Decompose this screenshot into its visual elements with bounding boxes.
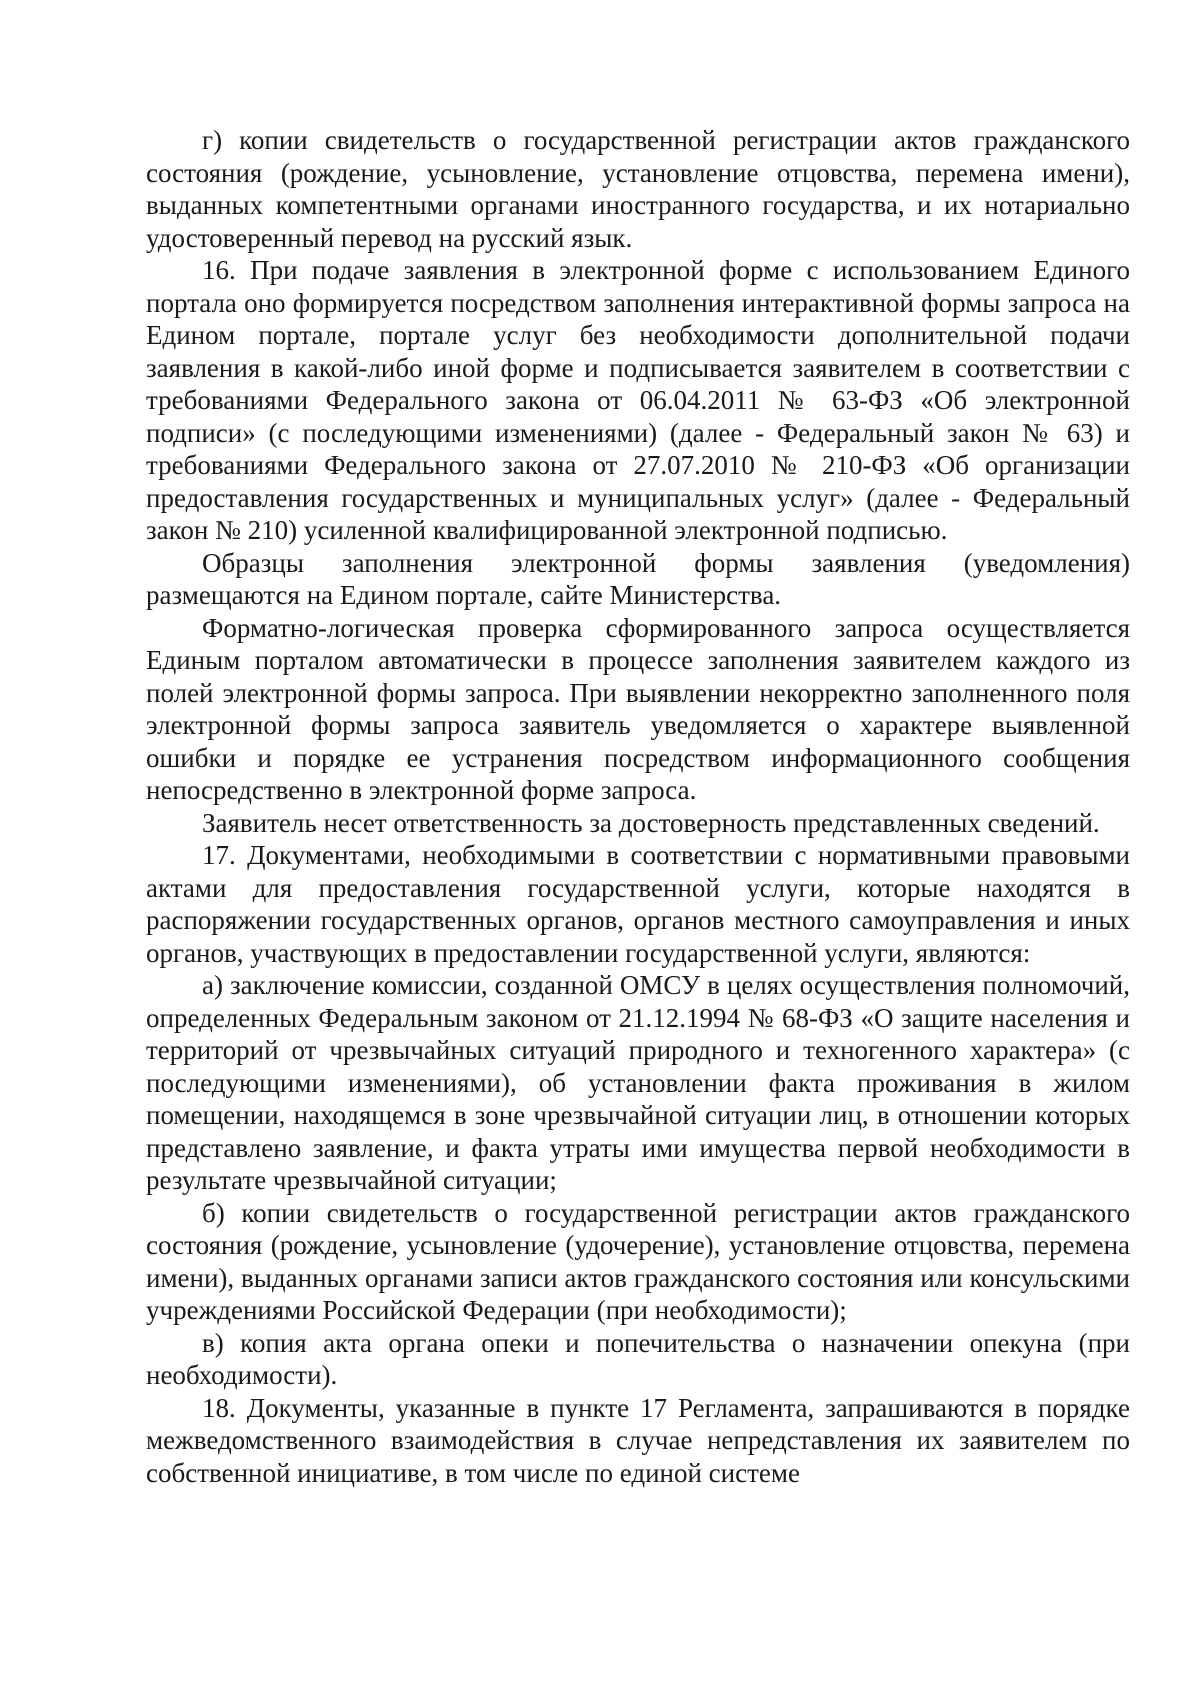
paragraph-v-guardianship-act: в) копия акта органа опеки и попечительства о назначении опекуна (при необходимости). (146, 1327, 1130, 1390)
paragraph-16-electronic-application: 16. При подаче заявления в электронной форме с использованием Единого портала оно формируется посредством заполнения интерактивной формы запроса на Едином портале, портале услуг без необходимости дополнительной подачи заявления в какой-либо иной форме и подписывается заявителем в соответствии с требованиями Федерального закона от 06.04.2011 № 63-ФЗ «Об электронной подписи» (с последующими изменениями) (далее - Федеральный закон № 63) и требованиями Федерального закона от 27.07.2010 № 210-ФЗ «Об организации предоставления государственных и муниципальных услуг» (далее - Федеральный закон № 210) усиленной квалифицированной электронной подписью. (146, 255, 1130, 545)
document-body (146, 124, 1130, 1489)
paragraph-a-commission-conclusion: а) заключение комиссии, созданной ОМСУ в целях осуществления полномочий, определенных Федеральным законом от 21.12.1994 № 68-ФЗ «О защите населения и территорий от чрезвычайных ситуаций природного и техногенного характера» (с последующими изменениями), об установлении факта проживания в жилом помещении, находящемся в зоне чрезвычайной ситуации лиц, в отношении которых представлено заявление, и факта утраты ими имущества первой необходимости в результате чрезвычайной ситуации; (146, 970, 1130, 1195)
paragraph-g-foreign-certificates: г) копии свидетельств о государственной регистрации актов гражданского состояния (рождение, усыновление, установление отцовства, перемена имени), выданных компетентными органами иностранного государства, и их нотариально удостоверенный перевод на русский язык. (146, 125, 1130, 253)
paragraph-18-interagency-requests: 18. Документы, указанные в пункте 17 Регламента, запрашиваются в порядке межведомственного взаимодействия в случае непредставления их заявителем по собственной инициативе, в том числе по единой системе (146, 1392, 1130, 1488)
paragraph-form-samples: Образцы заполнения электронной формы заявления (уведомления) размещаются на Едином портале, сайте Министерства. (146, 547, 1130, 610)
paragraph-format-logic-check: Форматно-логическая проверка сформированного запроса осуществляется Единым порталом автоматически в процессе заполнения заявителем каждого из полей электронной формы запроса. При выявлении некорректно заполненного поля электронной формы запроса заявитель уведомляется о характере выявленной ошибки и порядке ее устранения посредством информационного сообщения непосредственно в электронной форме запроса. (146, 612, 1130, 805)
paragraph-b-civil-status-certificates: б) копии свидетельств о государственной регистрации актов гражданского состояния (рождение, усыновление (удочерение), установление отцовства, перемена имени), выданных органами записи актов гражданского состояния или консульскими учреждениями Российской Федерации (при необходимости); (146, 1197, 1130, 1325)
paragraph-17-required-documents: 17. Документами, необходимыми в соответствии с нормативными правовыми актами для предоставления государственной услуги, которые находятся в распоряжении государственных органов, органов местного самоуправления и иных органов, участвующих в предоставлении государственной услуги, являются: (146, 840, 1130, 968)
paragraph-applicant-responsibility: Заявитель несет ответственность за достоверность представленных сведений. (202, 807, 1100, 838)
